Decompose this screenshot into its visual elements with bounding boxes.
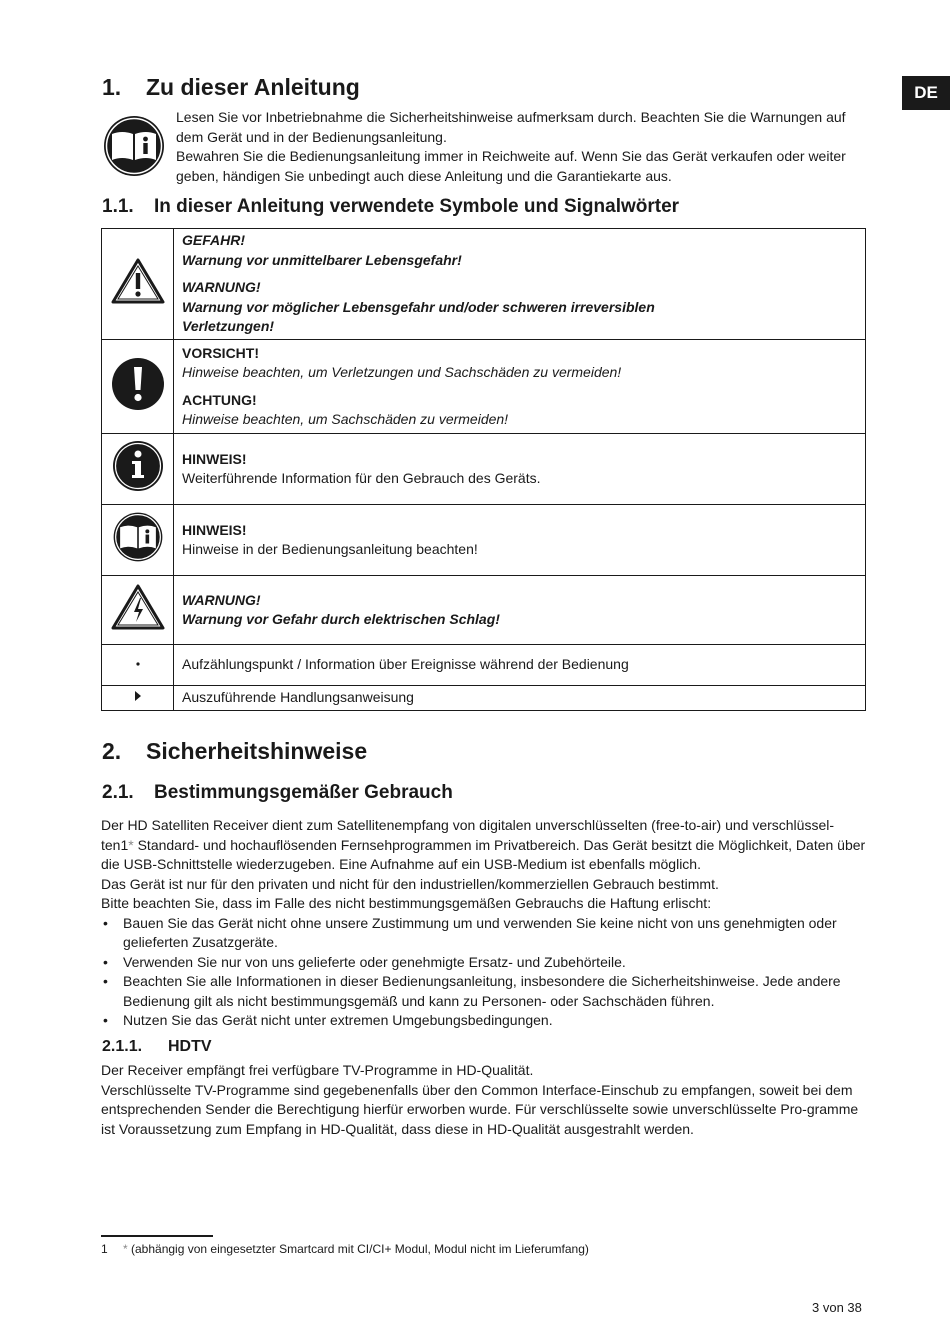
section-number: 1.1. <box>102 196 134 217</box>
text-cell <box>174 434 866 505</box>
signal-word: WARNUNG! <box>182 279 261 296</box>
electric-shock-icon <box>111 583 165 631</box>
icon-cell <box>102 686 174 711</box>
table-row <box>102 686 866 711</box>
section-number: 2.1. <box>102 782 134 803</box>
footnote-divider <box>101 1235 213 1237</box>
table-row <box>102 505 866 576</box>
icon-cell <box>102 229 174 340</box>
body-paragraph: Verschlüsselte TV-Programme sind gegebenenfalls über den Common Interface-Einschub zu empfangen, soweit bei dem entsprechenden Sender die Berechtigung hierfür erworben wurde. Für verschlüsselte sowie unverschlüsselte Pro-gramme ist Voraussetzung zum Empfang in HD-Qualität, dass diese in HD-Qualität ausgestrahlt werden. <box>101 1081 859 1137</box>
intro-paragraph: Bewahren Sie die Bedienungsanleitung immer in Reichweite auf. Wenn Sie das Gerät verkaufen oder weiter geben, händigen Sie unbedingt auch diese Anleitung und die Garantiekarte aus. <box>176 148 846 184</box>
icon-cell <box>102 645 174 686</box>
page-number: 3 von 38 <box>812 1300 862 1315</box>
section-title: In dieser Anleitung verwendete Symbole und Signalwörter <box>154 196 680 217</box>
bullet-list <box>101 914 866 1031</box>
text-cell <box>174 505 866 576</box>
section-2-heading <box>102 738 367 765</box>
paragraph-text: Der HD Satelliten Receiver dient zum Satellitenempfang von digitalen unverschlüsselten (free-to-air) und verschlüssel-ten1 <box>101 817 835 853</box>
footnote <box>101 1242 589 1256</box>
language-tab: DE <box>902 76 950 110</box>
signal-word: GEFAHR! <box>182 232 245 249</box>
footnote-marker: * <box>128 836 134 853</box>
hdtv-body <box>101 1061 866 1139</box>
icon-cell <box>102 340 174 434</box>
section-1-1-heading <box>102 196 679 218</box>
list-item: • Nutzen Sie das Gerät nicht unter extremen Umgebungsbedingungen. <box>101 1011 866 1031</box>
footnote-marker: * <box>123 1242 128 1256</box>
symbols-table <box>101 228 866 711</box>
section-2-1-heading <box>102 782 453 804</box>
body-paragraph: Bitte beachten Sie, dass im Falle des nicht bestimmungsgemäßen Gebrauchs die Haftung erlischt: <box>101 895 712 911</box>
table-row <box>102 434 866 505</box>
intro-paragraph: Lesen Sie vor Inbetriebnahme die Sicherheitshinweise aufmerksam durch. Beachten Sie die Warnungen auf dem Gerät und in der Bedienungsanleitung. <box>176 109 846 145</box>
section-title: Zu dieser Anleitung <box>146 74 360 100</box>
signal-description: Hinweise in der Bedienungsanleitung beachten! <box>182 541 478 557</box>
signal-description: Hinweise beachten, um Verletzungen und Sachschäden zu vermeiden! <box>182 364 622 380</box>
footnote-number: 1 <box>101 1242 108 1256</box>
arrow-right-icon <box>133 690 143 702</box>
table-row <box>102 645 866 686</box>
section-title: HDTV <box>168 1038 212 1055</box>
paragraph-text: Standard- und hochauflösenden Fernsehprogrammen im Privatbereich. Das Gerät besitzt die Möglichkeit, Daten über die USB-Schnittstelle wiederzugeben. Eine Aufnahme auf ein USB-Medium ist ebenfalls möglich. <box>101 836 866 872</box>
signal-word: HINWEIS! <box>182 450 247 467</box>
signal-description: Weiterführende Information für den Gebrauch des Geräts. <box>182 470 541 486</box>
signal-word: WARNUNG! <box>182 591 261 608</box>
table-row <box>102 576 866 645</box>
text-cell <box>174 229 866 340</box>
icon-cell <box>102 576 174 645</box>
section-2-1-body <box>101 816 866 1031</box>
section-2-1-1-heading <box>102 1038 212 1056</box>
body-paragraph: Der Receiver empfängt frei verfügbare TV-Programme in HD-Qualität. <box>101 1062 534 1078</box>
section-title: Bestimmungsgemäßer Gebrauch <box>154 782 453 803</box>
signal-description: Aufzählungspunkt / Information über Ereignisse während der Bedienung <box>182 656 629 673</box>
exclamation-circle-icon <box>111 357 165 411</box>
signal-word: ACHTUNG! <box>182 391 257 408</box>
icon-cell <box>102 505 174 576</box>
intro-text <box>176 108 866 186</box>
section-number: 1. <box>102 74 122 100</box>
body-paragraph <box>101 816 866 875</box>
signal-description: Warnung vor Gefahr durch elektrischen Schlag! <box>182 611 500 627</box>
bullet-point-icon <box>133 659 143 669</box>
section-number: 2. <box>102 738 122 764</box>
signal-description: Warnung vor möglicher Lebensgefahr und/oder schweren irreversiblen Verletzungen! <box>182 298 655 335</box>
signal-description: Auszuführende Handlungsanweisung <box>182 689 414 706</box>
text-cell <box>174 340 866 434</box>
table-row <box>102 229 866 340</box>
list-item: • Beachten Sie alle Informationen in dieser Bedienungsanleitung, insbesondere die Sicherheitshinweise. Jede andere Bedienung gilt als nicht bestimmungsgemäß und kann zu Personen- oder Sachschäden führen. <box>101 972 866 1011</box>
section-number: 2.1.1. <box>102 1038 143 1055</box>
body-paragraph: Das Gerät ist nur für den privaten und nicht für den industriellen/kommerziellen Gebrauch bestimmt. <box>101 875 719 892</box>
signal-description: Warnung vor unmittelbarer Lebensgefahr! <box>182 251 462 268</box>
text-cell <box>174 686 866 711</box>
list-item: • Bauen Sie das Gerät nicht ohne unsere Zustimmung um und verwenden Sie keine nicht von uns genehmigten oder gelieferten Zusatzgeräte. <box>101 914 866 953</box>
section-title: Sicherheitshinweise <box>146 738 368 764</box>
manual-book-icon <box>112 511 164 563</box>
icon-cell <box>102 434 174 505</box>
manual-book-icon <box>102 114 166 178</box>
text-cell <box>174 576 866 645</box>
table-row <box>102 340 866 434</box>
footnote-text: (abhängig von eingesetzter Smartcard mit CI/CI+ Modul, Modul nicht im Lieferumfang) <box>127 1242 589 1256</box>
info-circle-icon <box>112 440 164 492</box>
warning-triangle-icon <box>111 257 165 305</box>
signal-description: Hinweise beachten, um Sachschäden zu vermeiden! <box>182 411 509 427</box>
signal-word: HINWEIS! <box>182 521 247 538</box>
section-1-heading <box>102 74 360 101</box>
list-item: • Verwenden Sie nur von uns gelieferte oder genehmigte Ersatz- und Zubehörteile. <box>101 953 866 973</box>
text-cell <box>174 645 866 686</box>
signal-word: VORSICHT! <box>182 344 259 361</box>
